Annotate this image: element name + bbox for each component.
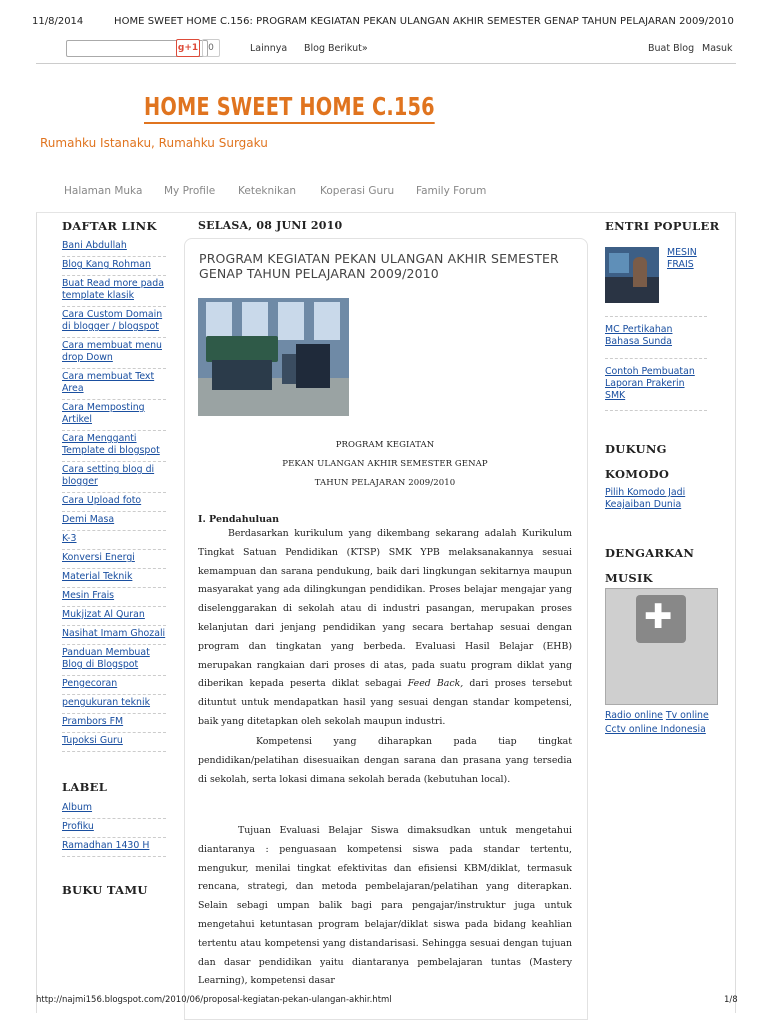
sidebar-link[interactable]: Cara setting blog di blogger	[62, 462, 166, 493]
paragraph	[198, 525, 572, 732]
sidebar-link[interactable]: Demi Masa	[62, 512, 166, 531]
popular-posts-heading: ENTRI POPULER	[605, 219, 720, 233]
label-list	[62, 800, 166, 857]
paragraph-text: dari proses tersebut dituntut untuk mendapatkan hasil yang sesuai dengan standar kompetensi, baik yang ditetapkan oleh sekolah maupun industri.	[198, 678, 572, 727]
print-url: http://najmi156.blogspot.com/2010/06/proposal-kegiatan-pekan-ulangan-akhir.html	[36, 995, 392, 1005]
navbar-sign-in-link[interactable]: Masuk	[702, 43, 733, 54]
thumb-shape	[605, 277, 659, 303]
popular-post-thumbnail[interactable]	[605, 247, 659, 303]
sidebar-link[interactable]: Tupoksi Guru	[62, 733, 166, 752]
sidebar-link[interactable]: Pengecoran	[62, 676, 166, 695]
sidebar-link[interactable]: Cara Mengganti Template di blogspot	[62, 431, 166, 462]
sidebar-link[interactable]: Cara membuat menu drop Down	[62, 338, 166, 369]
link-list-heading: DAFTAR LINK	[62, 219, 157, 233]
navbar-create-blog-link[interactable]: Buat Blog	[648, 43, 695, 54]
plugin-puzzle-icon: ✚	[636, 595, 686, 643]
popular-post-link[interactable]: MESIN FRAIS	[667, 247, 697, 270]
label-link[interactable]: Profiku	[62, 819, 166, 838]
paragraph: Kompetensi yang diharapkan pada tiap tingkat pendidikan/pelatihan disesuaikan dengan sarana dan prasana yang tersedia di sekolah, serta lokasi dimana sekolah berada (kebutuhan local).	[198, 736, 572, 785]
print-title: HOME SWEET HOME C.156: PROGRAM KEGIATAN PEKAN ULANGAN AKHIR SEMESTER GENAP TAHUN PELAJARAN 2009/2010	[114, 16, 734, 27]
tv-online-link[interactable]: Tv online	[665, 710, 709, 721]
sidebar-link[interactable]: Mukjizat Al Quran	[62, 607, 166, 626]
image-cabinet	[296, 344, 330, 388]
radio-online-link[interactable]: Radio online	[605, 710, 663, 721]
sidebar-link[interactable]: Panduan Membuat Blog di Blogspot	[62, 645, 166, 676]
sidebar-link[interactable]: Cara Custom Domain di blogger / blogspot	[62, 307, 166, 338]
sidebar-link[interactable]: K-3	[62, 531, 166, 550]
navbar-more-link[interactable]: Lainnya	[250, 43, 288, 54]
divider	[605, 410, 707, 411]
blog-tagline: Rumahku Istanaku, Rumahku Surgaku	[40, 136, 268, 150]
paragraph: Tujuan Evaluasi Belajar Siswa dimaksudkan untuk mengetahui diantaranya : penguasaan kompetensi siswa pada standar tertentu, mengukur, menilai tingkat efektivitas dan efisiensi KBM/diklat, termasuk rencana, strategi, dan metoda pembelajaran/pelatihan yang diterapkan. Selain sebagi umpan balik bagi para pengajar/instruktur juga untuk mengetahui ketuntasan program belajar/diklat siswa pada bidang keahlian tertentu atau kompetensi yang distandarisasi. Sehingga sesuai dengan tujuan dan dasar pendidikan yaitu diantaranya pembelajaran tuntas (Mastery Learning), kompetensi dasar	[198, 825, 572, 987]
sidebar-link[interactable]: pengukuran teknik	[62, 695, 166, 714]
sidebar-link[interactable]: Mesin Frais	[62, 588, 166, 607]
guestbook-heading: BUKU TAMU	[62, 883, 148, 897]
music-player-placeholder[interactable]	[605, 588, 718, 705]
image-lathe-base	[212, 360, 272, 390]
tab-home[interactable]: Halaman Muka	[64, 185, 143, 197]
post-title[interactable]: PROGRAM KEGIATAN PEKAN ULANGAN AKHIR SEMESTER GENAP TAHUN PELAJARAN 2009/2010	[199, 251, 559, 281]
section-heading: I. Pendahuluan	[198, 514, 280, 525]
sidebar-link[interactable]: Konversi Energi	[62, 550, 166, 569]
blog-title[interactable]: HOME SWEET HOME C.156	[144, 92, 435, 124]
tab-keteknikan[interactable]: Keteknikan	[238, 185, 297, 197]
navbar-next-blog-link[interactable]: Blog Berikut»	[304, 43, 368, 54]
post-date: SELASA, 08 JUNI 2010	[198, 219, 343, 232]
tab-koperasi-guru[interactable]: Koperasi Guru	[320, 185, 395, 197]
sidebar-link[interactable]: Cara Memposting Artikel	[62, 400, 166, 431]
blogger-navbar	[36, 33, 736, 64]
sidebar-link[interactable]: Cara membuat Text Area	[62, 369, 166, 400]
link-list	[62, 238, 166, 752]
tab-my-profile[interactable]: My Profile	[164, 185, 216, 197]
popular-post-link[interactable]: Contoh Pembuatan Laporan Prakerin SMK	[605, 366, 695, 401]
document-heading-line: PROGRAM KEGIATAN	[335, 440, 435, 450]
image-window	[278, 302, 304, 340]
popular-post-link[interactable]: MC Pertikahan Bahasa Sunda	[605, 324, 673, 347]
label-link[interactable]: Album	[62, 800, 166, 819]
music-links	[605, 709, 715, 737]
google-plus-button[interactable]: g+1	[176, 39, 200, 57]
label-link[interactable]: Ramadhan 1430 H	[62, 838, 166, 857]
thumb-shape	[609, 253, 629, 273]
image-lathe	[206, 336, 278, 362]
image-window	[314, 302, 340, 340]
vote-link[interactable]: Pilih Komodo Jadi Keajaiban Dunia	[605, 487, 686, 510]
divider	[605, 316, 707, 317]
vote-heading: DUKUNG KOMODO	[605, 442, 670, 481]
sidebar-link[interactable]: Cara Upload foto	[62, 493, 166, 512]
thumb-person	[633, 257, 647, 287]
sidebar-link[interactable]: Blog Kang Rohman	[62, 257, 166, 276]
sidebar-link[interactable]: Nasihat Imam Ghozali	[62, 626, 166, 645]
sidebar-link[interactable]: Buat Read more pada template klasik	[62, 276, 166, 307]
divider	[605, 358, 707, 359]
label-heading: LABEL	[62, 780, 108, 794]
image-window	[242, 302, 268, 340]
paragraph-emphasis: Feed Back,	[407, 678, 464, 690]
music-heading: DENGARKAN MUSIK	[605, 546, 695, 585]
paragraph-text: Berdasarkan kurikulum yang dikembang sekarang adalah Kurikulum Tingkat Satuan Pendidikan (KTSP) SMK YPB melaksanakannya sesuai kemampuan dan sarana pendukung, baik dari lingkungan sekitarnya maupun masyarakat yang ada dilingkungan pendidikan. Proses belajar mengajar yang diselenggarakan di sekolah atau di industri pasangan, merupakan proses kelanjutan dari jenjang pendidikan yang secara bertahap sesuai dengan program dan tingkatan yang berbeda. Evaluasi Hasil Belajar (EHB) merupakan rangkaian dari proses di atas, pada suatu program diklat yang diberikan kepada peserta diklat sebagai	[198, 528, 572, 690]
document-heading-line: PEKAN ULANGAN AKHIR SEMESTER GENAP	[282, 459, 488, 469]
google-plus-count: 0	[202, 39, 220, 57]
document-heading-line: TAHUN PELAJARAN 2009/2010	[314, 478, 456, 488]
print-date: 11/8/2014	[32, 16, 84, 27]
print-page-number: 1/8	[724, 995, 738, 1005]
tab-family-forum[interactable]: Family Forum	[416, 185, 487, 197]
sidebar-link[interactable]: Bani Abdullah	[62, 238, 166, 257]
cctv-online-link[interactable]: Cctv online Indonesia	[605, 724, 706, 735]
sidebar-link[interactable]: Prambors FM	[62, 714, 166, 733]
sidebar-link[interactable]: Material Teknik	[62, 569, 166, 588]
post-image-lathe-machine	[198, 298, 349, 416]
image-window	[206, 302, 232, 340]
